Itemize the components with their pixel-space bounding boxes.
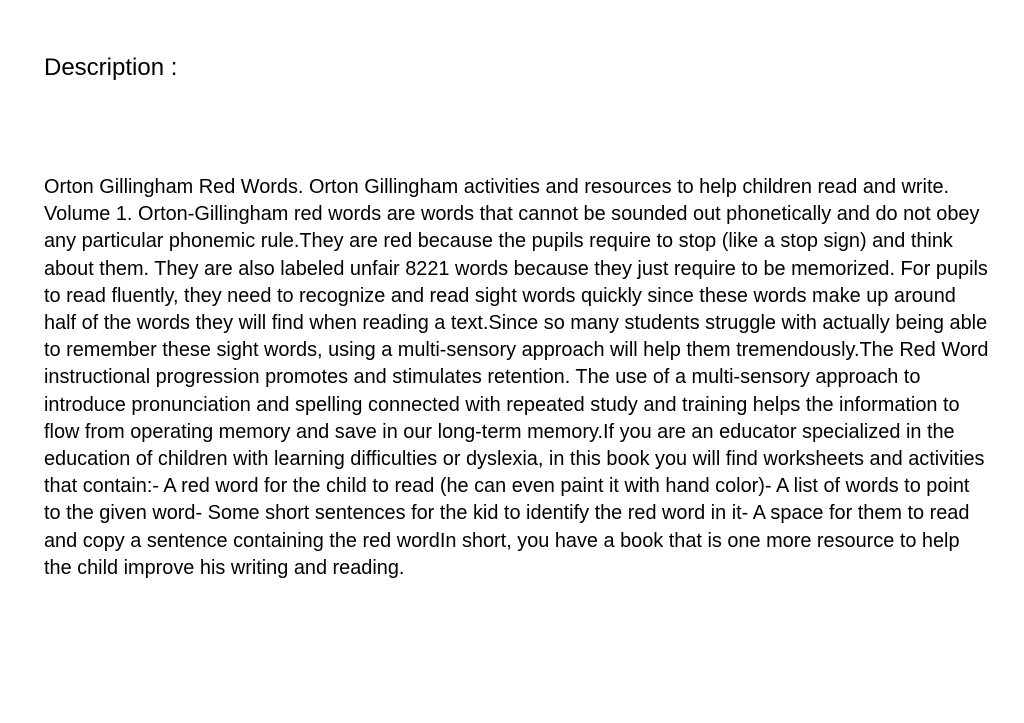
description-heading: Description :	[44, 54, 178, 81]
description-body: Orton Gillingham Red Words. Orton Gillingham activities and resources to help children read and write. Volume 1. Orton-Gillingham red words are words that cannot be sounded out phonetically and do not obey any particular phonemic rule.They are red because the pupils require to stop (like a stop sign) and think about them. They are also labeled unfair 8221 words because they just require to be memorized. For pupils to read fluently, they need to recognize and read sight words quickly since these words make up around half of the words they will find when reading a text.Since so many students struggle with actually being able to remember these sight words, using a multi-sensory approach will help them tremendously.The Red Word instructional progression promotes and stimulates retention. The use of a multi-sensory approach to introduce pronunciation and spelling connected with repeated study and training helps the information to flow from operating memory and save in our long-term memory.If you are an educator specialized in the education of children with learning difficulties or dyslexia, in this book you will find worksheets and activities that contain:- A red word for the child to read (he can even paint it with hand color)- A list of words to point to the given word- Some short sentences for the kid to identify the red word in it- A space for them to read and copy a sentence containing the red wordIn short, you have a book that is one more resource to help the child improve his writing and reading.	[44, 176, 989, 579]
